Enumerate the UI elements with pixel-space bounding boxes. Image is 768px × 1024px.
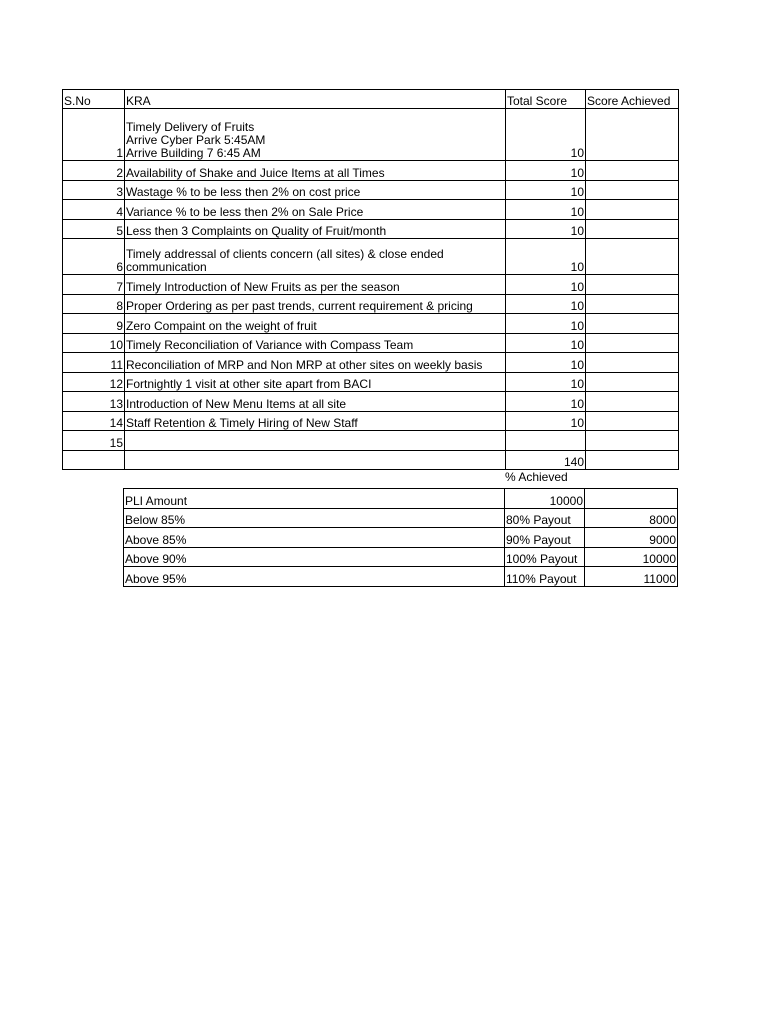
pli-tier-row <box>124 528 678 548</box>
pli-tier-threshold: Below 85% <box>124 508 505 528</box>
table-row <box>63 294 679 314</box>
pli-tier-payout: 110% Payout <box>505 567 585 587</box>
table-row <box>63 411 679 431</box>
kra-table <box>62 89 679 470</box>
table-row <box>63 314 679 334</box>
row-achieved[interactable] <box>586 180 679 200</box>
pli-tier-value: 8000 <box>585 508 678 528</box>
pli-amount-value: 10000 <box>505 489 585 509</box>
row-sno: 6 <box>63 239 125 275</box>
row-sno: 11 <box>63 353 125 373</box>
row-score: 10 <box>506 109 586 161</box>
table-row <box>63 431 679 451</box>
kra-line: Timely Delivery of Fruits <box>126 120 255 134</box>
row-kra <box>125 431 506 451</box>
kra-line: Arrive Building 7 6:45 AM <box>126 146 261 160</box>
row-sno: 3 <box>63 180 125 200</box>
row-sno: 4 <box>63 200 125 220</box>
pli-tier-row <box>124 547 678 567</box>
row-kra: Wastage % to be less then 2% on cost price <box>125 180 506 200</box>
header-row <box>63 90 679 109</box>
row-achieved[interactable] <box>586 333 679 353</box>
row-kra <box>125 109 506 161</box>
row-achieved[interactable] <box>586 275 679 295</box>
row-sno: 9 <box>63 314 125 334</box>
table-row <box>63 109 679 161</box>
row-achieved[interactable] <box>586 314 679 334</box>
table-row <box>63 353 679 373</box>
pli-tier-value: 9000 <box>585 528 678 548</box>
row-achieved[interactable] <box>586 372 679 392</box>
kra-line: Arrive Cyber Park 5:45AM <box>126 133 266 147</box>
kra-line: communication <box>126 260 207 274</box>
row-kra: Zero Compaint on the weight of fruit <box>125 314 506 334</box>
table-row <box>63 180 679 200</box>
row-score: 10 <box>506 219 586 239</box>
header-score-achieved: Score Achieved <box>586 90 679 109</box>
row-sno: 1 <box>63 109 125 161</box>
row-kra: Variance % to be less then 2% on Sale Price <box>125 200 506 220</box>
pli-tier-value: 10000 <box>585 547 678 567</box>
table-row <box>63 219 679 239</box>
row-kra: Staff Retention & Timely Hiring of New Staff <box>125 411 506 431</box>
pli-tier-row <box>124 508 678 528</box>
pli-amount-row <box>124 489 678 509</box>
row-achieved[interactable] <box>586 411 679 431</box>
row-achieved[interactable] <box>586 219 679 239</box>
table-row <box>63 333 679 353</box>
total-row-achieved[interactable] <box>586 450 679 470</box>
row-achieved[interactable] <box>586 392 679 412</box>
row-sno: 2 <box>63 161 125 181</box>
kra-line: Timely addressal of clients concern (all sites) & close ended <box>126 247 444 261</box>
header-total-score: Total Score <box>506 90 586 109</box>
row-sno: 15 <box>63 431 125 451</box>
row-score: 10 <box>506 200 586 220</box>
row-achieved[interactable] <box>586 200 679 220</box>
pli-tier-row <box>124 567 678 587</box>
row-score: 10 <box>506 275 586 295</box>
row-achieved[interactable] <box>586 109 679 161</box>
row-kra: Less then 3 Complaints on Quality of Fruit/month <box>125 219 506 239</box>
total-score-value: 140 <box>506 450 586 470</box>
row-sno: 8 <box>63 294 125 314</box>
pli-tier-payout: 100% Payout <box>505 547 585 567</box>
row-achieved[interactable] <box>586 239 679 275</box>
row-achieved[interactable] <box>586 353 679 373</box>
pli-tier-payout: 90% Payout <box>505 528 585 548</box>
percent-achieved-label: % Achieved <box>505 470 568 484</box>
row-sno: 12 <box>63 372 125 392</box>
total-row <box>63 450 679 470</box>
row-kra: Introduction of New Menu Items at all site <box>125 392 506 412</box>
row-sno: 13 <box>63 392 125 412</box>
pli-tier-payout: 80% Payout <box>505 508 585 528</box>
header-sno: S.No <box>63 90 125 109</box>
row-score: 10 <box>506 180 586 200</box>
row-kra: Reconciliation of MRP and Non MRP at other sites on weekly basis <box>125 353 506 373</box>
row-kra <box>125 239 506 275</box>
row-score: 10 <box>506 239 586 275</box>
row-score: 10 <box>506 161 586 181</box>
row-score: 10 <box>506 353 586 373</box>
table-row <box>63 372 679 392</box>
table-row <box>63 239 679 275</box>
pli-tier-value: 11000 <box>585 567 678 587</box>
row-achieved[interactable] <box>586 161 679 181</box>
row-score <box>506 431 586 451</box>
row-achieved[interactable] <box>586 431 679 451</box>
pli-amount-blank[interactable] <box>585 489 678 509</box>
pli-tier-threshold: Above 85% <box>124 528 505 548</box>
total-row-kra <box>125 450 506 470</box>
pli-tier-threshold: Above 95% <box>124 567 505 587</box>
row-score: 10 <box>506 294 586 314</box>
row-score: 10 <box>506 333 586 353</box>
row-score: 10 <box>506 411 586 431</box>
table-row <box>63 392 679 412</box>
row-kra: Availability of Shake and Juice Items at all Times <box>125 161 506 181</box>
row-sno: 14 <box>63 411 125 431</box>
row-kra: Timely Introduction of New Fruits as per the season <box>125 275 506 295</box>
row-sno: 7 <box>63 275 125 295</box>
pli-table <box>123 488 678 587</box>
row-score: 10 <box>506 314 586 334</box>
table-row <box>63 275 679 295</box>
row-kra: Timely Reconciliation of Variance with Compass Team <box>125 333 506 353</box>
total-row-sno <box>63 450 125 470</box>
table-row <box>63 200 679 220</box>
row-sno: 5 <box>63 219 125 239</box>
row-kra: Proper Ordering as per past trends, current requirement & pricing <box>125 294 506 314</box>
row-achieved[interactable] <box>586 294 679 314</box>
row-score: 10 <box>506 392 586 412</box>
pli-tier-threshold: Above 90% <box>124 547 505 567</box>
pli-amount-label: PLI Amount <box>124 489 505 509</box>
row-score: 10 <box>506 372 586 392</box>
row-kra: Fortnightly 1 visit at other site apart from BACI <box>125 372 506 392</box>
row-sno: 10 <box>63 333 125 353</box>
table-row <box>63 161 679 181</box>
header-kra: KRA <box>125 90 506 109</box>
